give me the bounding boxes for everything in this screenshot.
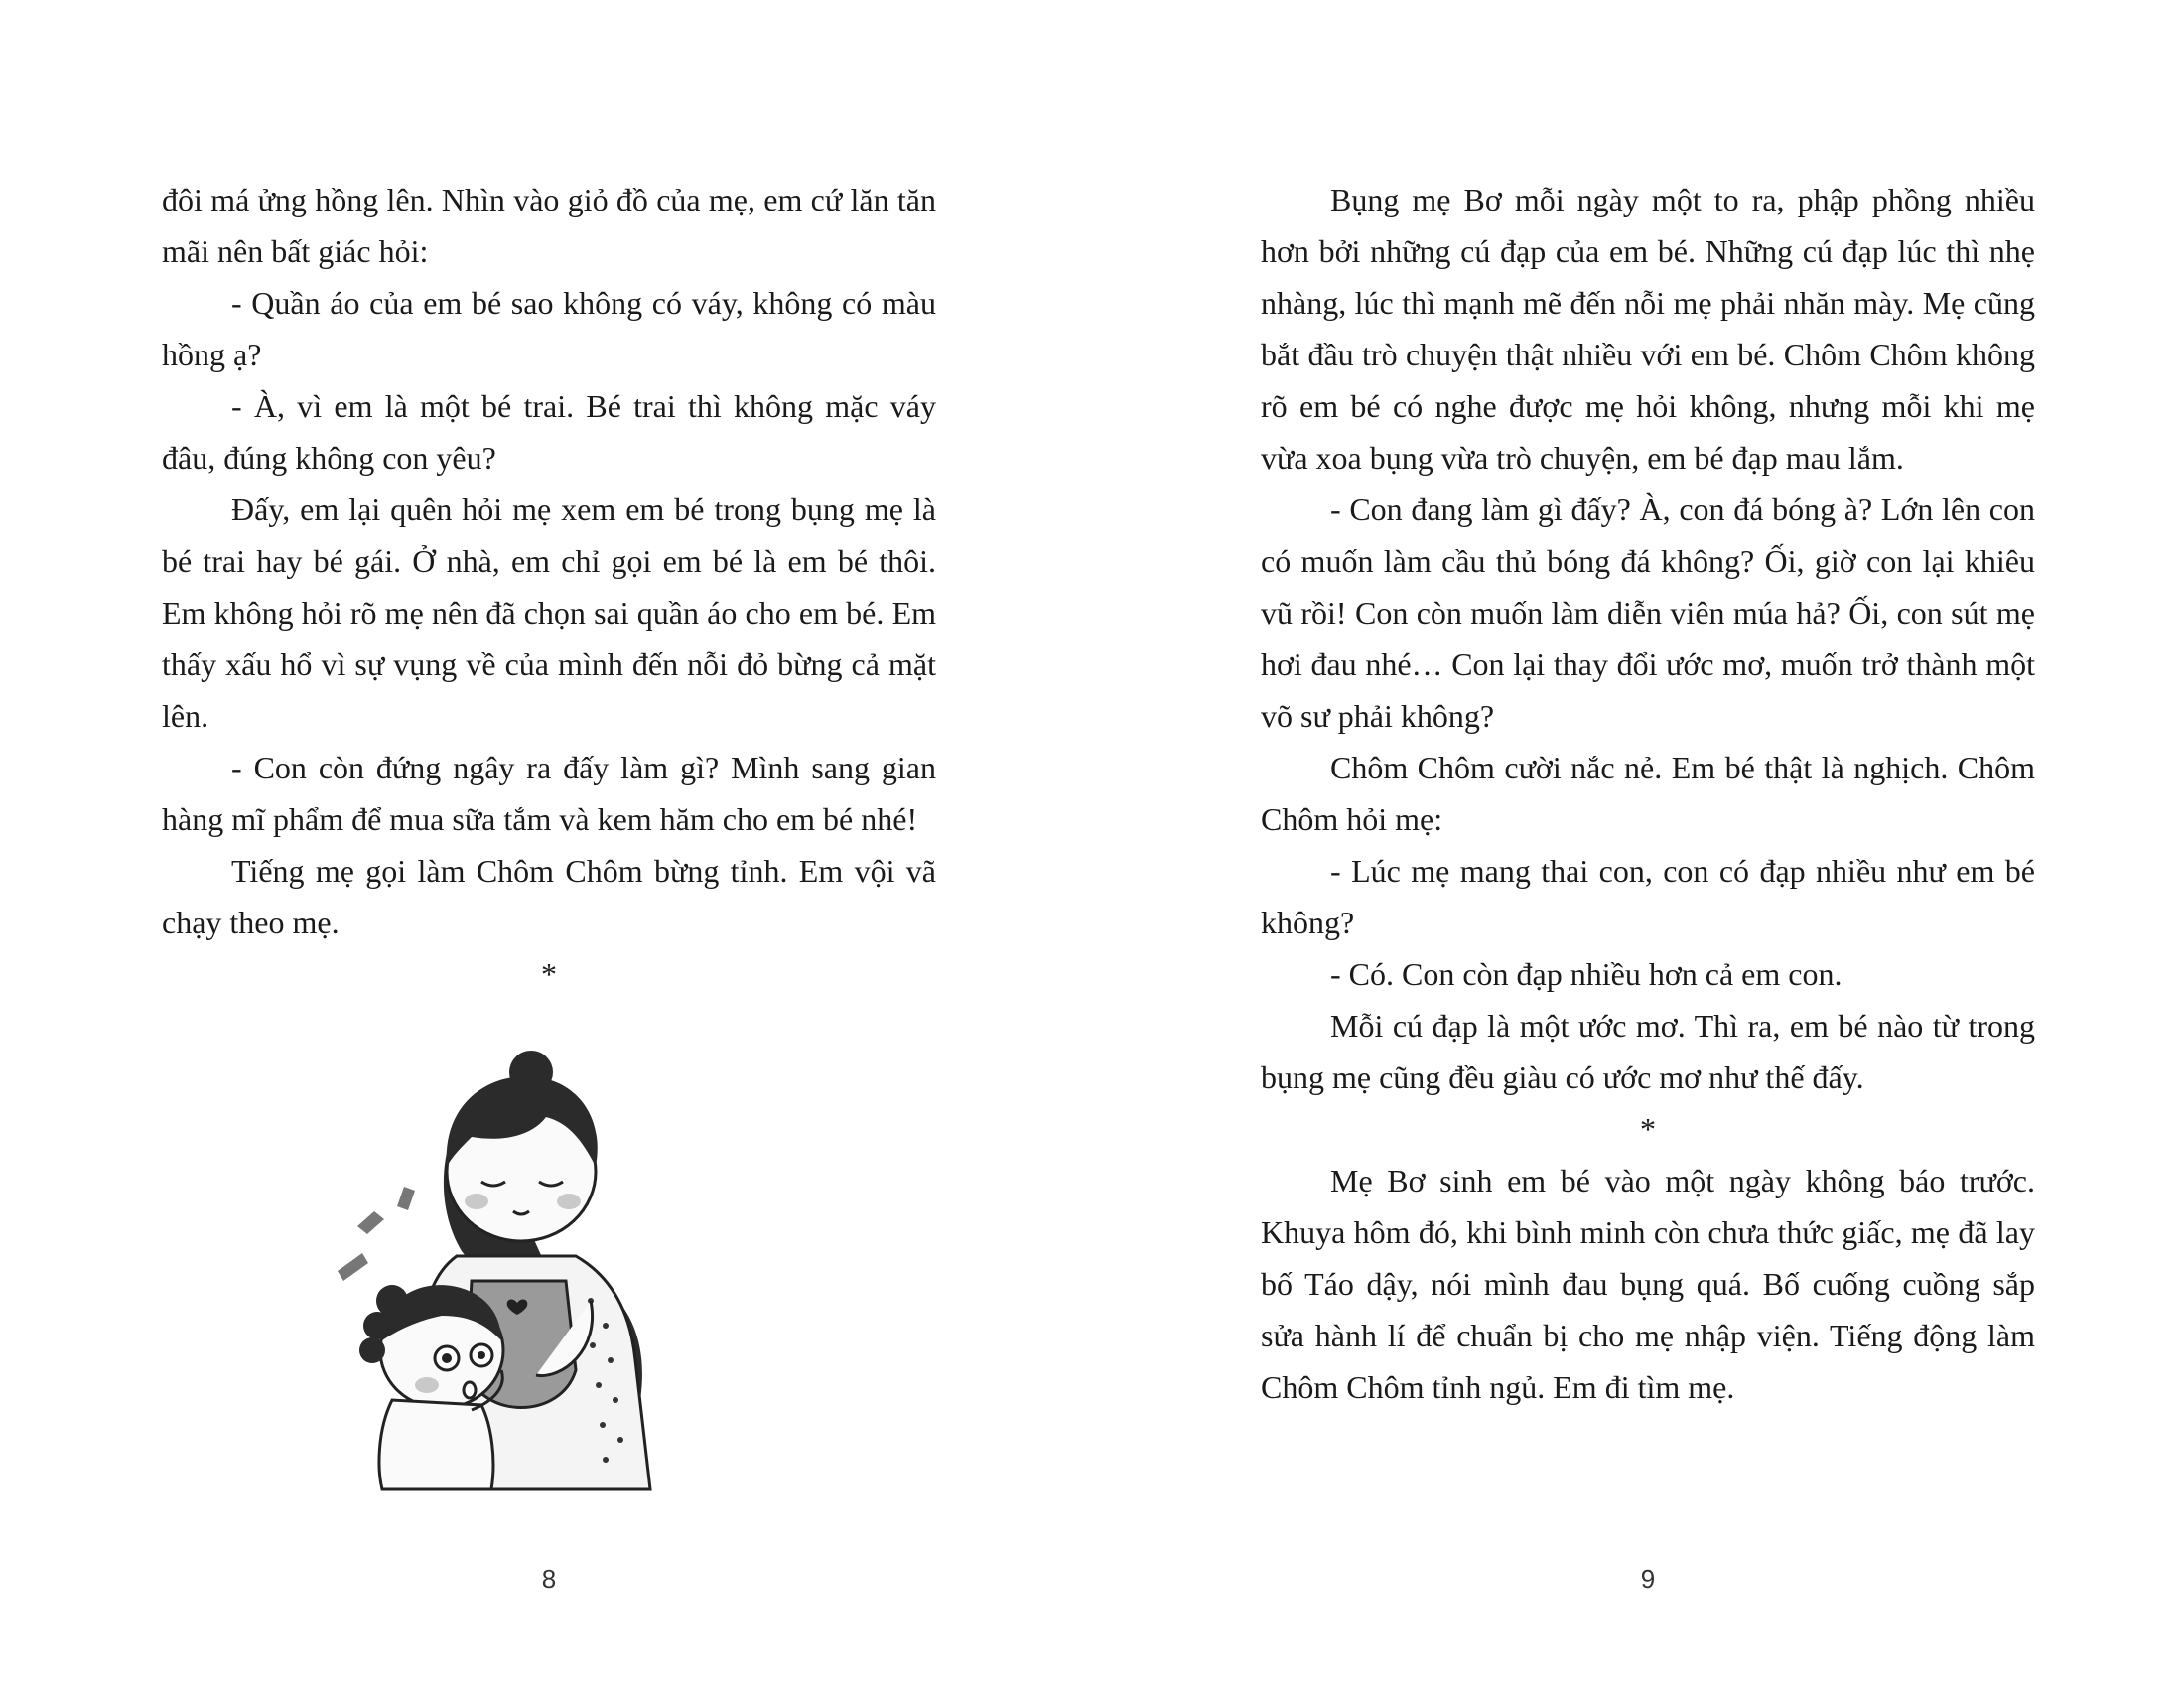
paragraph: Mẹ Bơ sinh em bé vào một ngày không báo trước. Khuya hôm đó, khi bình minh còn chưa thức giấc, mẹ đã lay bố Táo dậy, nói mình đau bụng quá. Bố cuống cuồng sắp sửa hành lí để chuẩn bị cho mẹ nhập viện. Tiếng động làm Chôm Chôm tỉnh ngủ. Em đi tìm mẹ. — [1261, 1163, 2035, 1405]
paragraph: Đấy, em lại quên hỏi mẹ xem em bé trong bụng mẹ là bé trai hay bé gái. Ở nhà, em chỉ gọi em bé là em bé thôi. Em không hỏi rõ mẹ nên đã chọn sai quần áo cho em bé. Em thấy xấu hổ vì sự vụng về của mình đến nỗi đỏ bừng cả mặt lên. — [162, 492, 936, 734]
paragraph: - Lúc mẹ mang thai con, con có đạp nhiều như em bé không? — [1261, 853, 2035, 940]
section-break: * — [1640, 1111, 1656, 1147]
paragraph: đôi má ửng hồng lên. Nhìn vào giỏ đồ của mẹ, em cứ lăn tăn mãi nên bất giác hỏi: — [162, 182, 936, 269]
paragraph: - Quần áo của em bé sao không có váy, không có màu hồng ạ? — [162, 285, 936, 372]
paragraph: - À, vì em là một bé trai. Bé trai thì không mặc váy đâu, đúng không con yêu? — [162, 388, 936, 476]
right-page — [1092, 0, 2184, 1688]
paragraph: Tiếng mẹ gọi làm Chôm Chôm bừng tỉnh. Em vội vã chạy theo mẹ. — [162, 853, 936, 940]
page-number: 8 — [541, 1564, 557, 1594]
paragraph: - Con còn đứng ngây ra đấy làm gì? Mình sang gian hàng mĩ phẩm để mua sữa tắm và kem hăm cho em bé nhé! — [162, 750, 936, 837]
paragraph: Chôm Chôm cười nắc nẻ. Em bé thật là nghịch. Chôm Chôm hỏi mẹ: — [1261, 750, 2035, 837]
paragraph: Bụng mẹ Bơ mỗi ngày một to ra, phập phồng nhiều hơn bởi những cú đạp của em bé. Những cú đạp lúc thì nhẹ nhàng, lúc thì mạnh mẽ đến nỗi mẹ phải nhăn mày. Mẹ cũng bắt đầu trò chuyện thật nhiều với em bé. Chôm Chôm không rõ em bé có nghe được mẹ hỏi không, nhưng mỗi khi mẹ vừa xoa bụng vừa trò chuyện, em bé đạp mau lắm. — [1261, 182, 2035, 476]
section-break: * — [541, 956, 557, 992]
right-page-text — [1261, 174, 2035, 1413]
paragraph: - Con đang làm gì đấy? À, con đá bóng à? Lớn lên con có muốn làm cầu thủ bóng đá không? Ối, giờ con lại khiêu vũ rồi! Con còn muốn làm diễn viên múa hả? Ối, con sút mẹ hơi đau nhé… Con lại thay đổi ước mơ, muốn trở thành một võ sư phải không? — [1261, 492, 2035, 734]
paragraph: - Có. Con còn đạp nhiều hơn cả em con. — [1330, 956, 1843, 992]
paragraph: Mỗi cú đạp là một ước mơ. Thì ra, em bé nào từ trong bụng mẹ cũng đều giàu có ước mơ như thế đấy. — [1261, 1008, 2035, 1095]
mother-daughter-illustration — [323, 1043, 700, 1499]
left-page-text — [162, 174, 936, 1000]
page-number: 9 — [1640, 1564, 1656, 1594]
